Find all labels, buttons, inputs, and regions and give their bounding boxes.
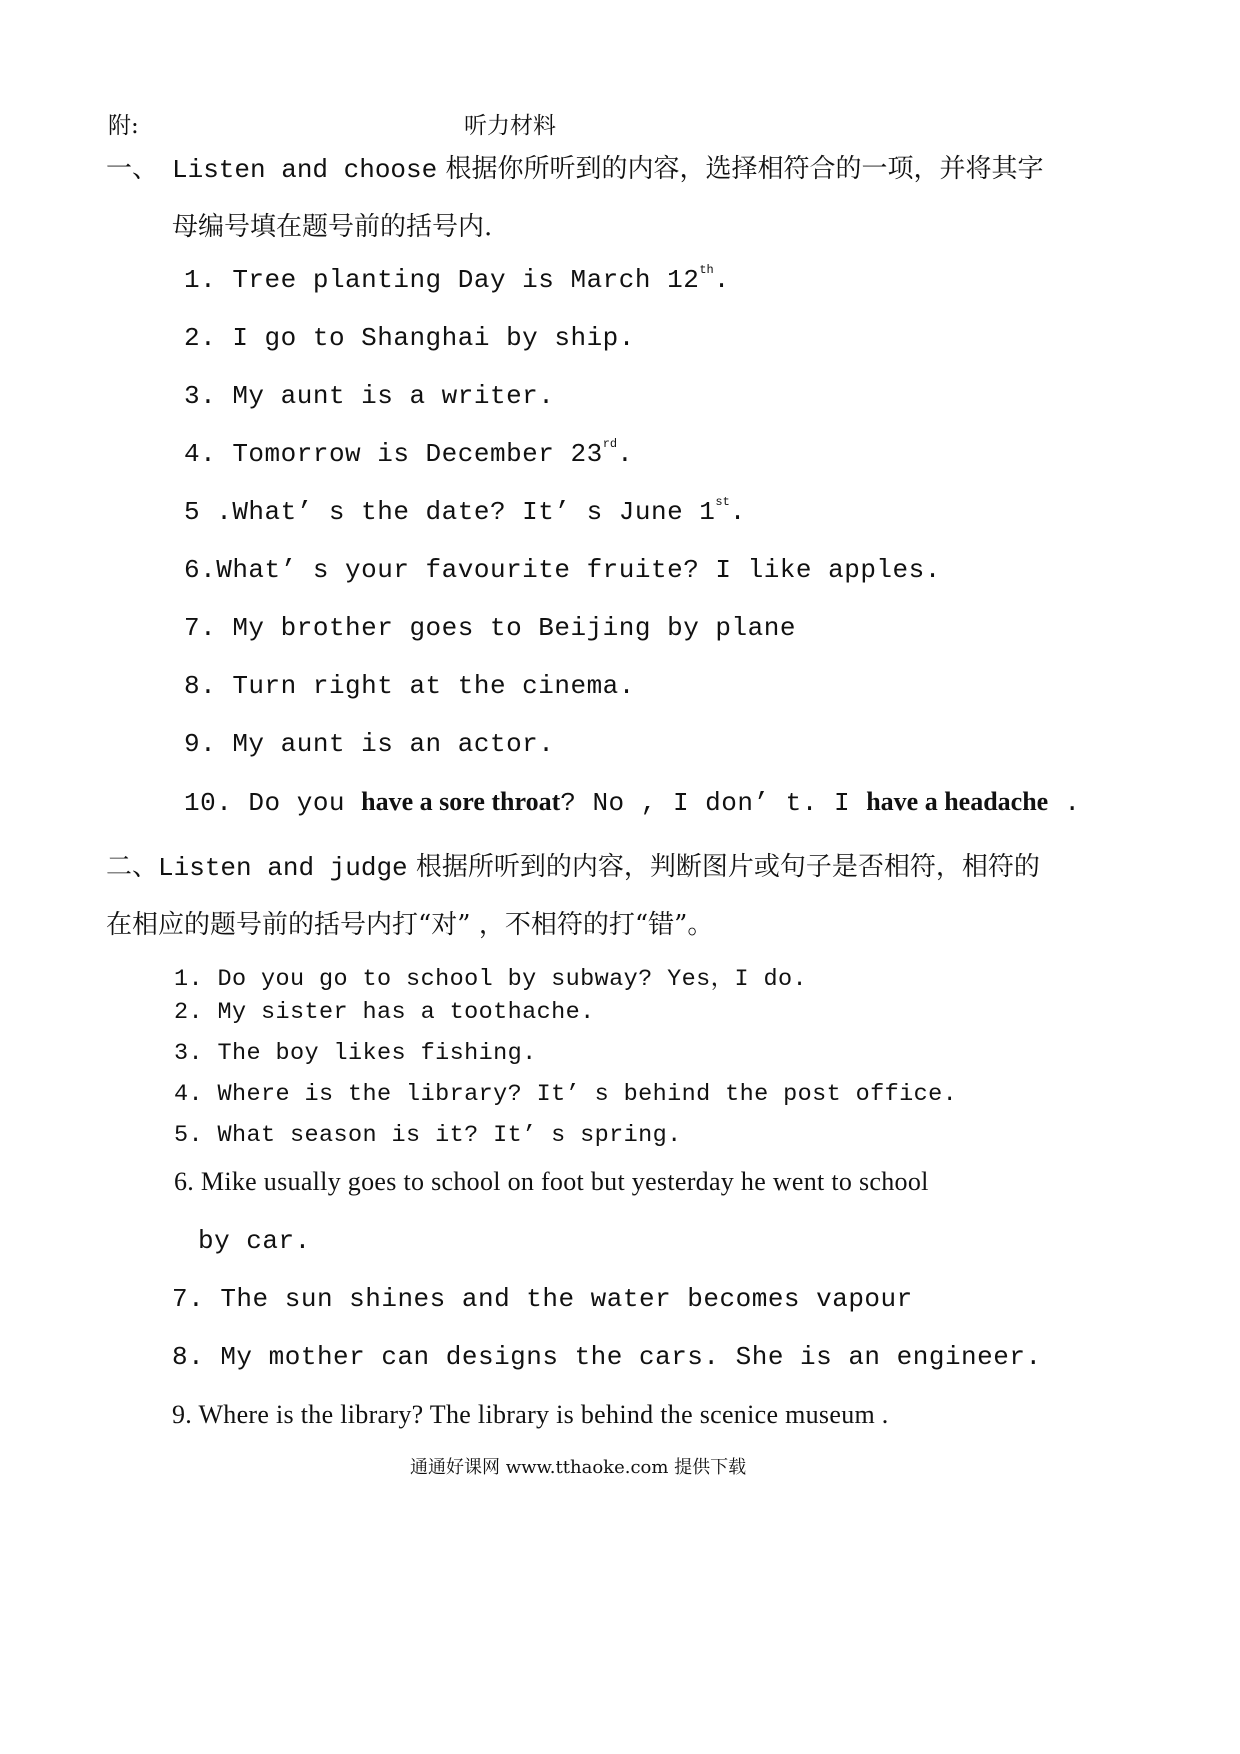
s2-item-1 — [174, 958, 807, 993]
s2-item-number: 4. — [174, 1081, 204, 1108]
s2-item-text: My sister has a toothache. — [217, 999, 595, 1026]
s2-item-number: 3. — [174, 1040, 204, 1067]
s1-item-tail: . — [729, 497, 746, 527]
s2-item-7 — [172, 1284, 913, 1314]
s1-item-number: 4. — [184, 439, 217, 469]
s1-item-7 — [184, 613, 796, 643]
s2-item-text: Where is the library? The library is behind the scenice museum . — [198, 1400, 889, 1429]
s1-item-text: My aunt is a writer. — [232, 381, 555, 411]
s1-item-number: 2. — [184, 323, 217, 353]
section2-heading-line2: 在相应的题号前的括号内打“对” ，不相符的打“错”。 — [106, 910, 714, 940]
appendix-label: 附: — [108, 113, 139, 139]
s1-item-text: My aunt is an actor. — [232, 729, 555, 759]
s1-item-text: Do you — [248, 788, 346, 818]
s1-item-number: 1. — [184, 265, 217, 295]
section1-heading-en: Listen and choose — [172, 155, 438, 185]
s1-item-2 — [184, 323, 635, 353]
section2-heading-cn: 根据所听到的内容，判断图片或句子是否相符，相符的 — [415, 852, 1040, 882]
ordinal-suffix: th — [699, 263, 714, 277]
section2-marker: 二、 — [106, 852, 159, 882]
s2-item-2 — [174, 999, 595, 1026]
s2-item-text: The sun shines and the water becomes vapour — [220, 1284, 913, 1314]
s1-item-number: 8. — [184, 671, 217, 701]
s1-item-text: What’ s your favourite fruite? I like apples. — [216, 555, 941, 585]
s2-item-4 — [174, 1081, 957, 1108]
ordinal-suffix: rd — [602, 437, 618, 451]
s1-item-text: I go to Shanghai by ship. — [232, 323, 635, 353]
s1-item-8 — [184, 671, 635, 701]
s2-item-text: The boy likes fishing. — [217, 1040, 537, 1067]
s1-item-bold-phrase: have a sore throat — [361, 787, 561, 816]
s1-item-number: 3. — [184, 381, 217, 411]
s2-item-number: 8. — [172, 1342, 205, 1372]
s2-item-9 — [172, 1400, 889, 1430]
s1-item-text: ? No , I don’ t. I — [560, 788, 851, 818]
section2-heading-en: Listen and judge — [158, 853, 408, 883]
s1-item-tail: . — [713, 265, 730, 295]
s1-item-text: Tree planting Day is March 12 — [232, 265, 700, 295]
s1-item-4 — [184, 439, 633, 469]
s1-item-tail: . — [617, 439, 634, 469]
s2-item-5 — [174, 1122, 682, 1149]
section1-marker: 一、 — [106, 154, 159, 184]
s1-item-10 — [184, 787, 1080, 818]
s1-item-text: Tomorrow is December 23 — [232, 439, 603, 469]
s1-item-number: 6. — [184, 555, 217, 585]
s2-item-number: 6. — [174, 1167, 195, 1196]
s2-item-text: Mike usually goes to school on foot but yesterday he went to school — [200, 1167, 929, 1196]
s1-item-1 — [184, 265, 730, 295]
s2-item-6-continuation: by car. — [198, 1226, 311, 1256]
s2-item-number: 1. — [174, 966, 204, 993]
footer-credit: 通通好课网 www.tthaoke.com 提供下载 — [410, 1457, 747, 1478]
s1-item-3 — [184, 381, 554, 411]
s2-item-text: What season is it? It’ s spring. — [217, 1122, 682, 1149]
s1-item-9 — [184, 729, 554, 759]
s2-item-number: 7. — [172, 1284, 205, 1314]
s1-item-tail: . — [1064, 788, 1081, 818]
s1-item-text: What’ s the date? It’ s June 1 — [232, 497, 716, 527]
s1-item-number: 5 . — [184, 497, 233, 527]
s2-item-text: My mother can designs the cars. She is an engineer. — [220, 1342, 1042, 1372]
s2-item-text: Do you go to school by subway? Yes，I do. — [217, 966, 808, 993]
page-title: 听力材料 — [464, 113, 556, 139]
s2-item-3 — [174, 1040, 537, 1067]
section2-heading — [106, 846, 1040, 883]
s1-item-number: 7. — [184, 613, 217, 643]
s2-item-text: Where is the library? It’ s behind the post office. — [217, 1081, 958, 1108]
s2-item-number: 2. — [174, 999, 204, 1026]
section1-heading-cn: 根据你所听到的内容，选择相符合的一项，并将其字 — [445, 154, 1044, 184]
s1-item-bold-phrase: have a headache — [866, 787, 1049, 816]
s2-item-number: 9. — [172, 1400, 193, 1429]
ordinal-suffix: st — [715, 495, 730, 509]
s2-item-number: 5. — [174, 1122, 204, 1149]
s1-item-text: Turn right at the cinema. — [232, 671, 635, 701]
s2-item-6 — [174, 1167, 929, 1197]
s1-item-6 — [184, 555, 941, 585]
s1-item-number: 9. — [184, 729, 217, 759]
section1-heading-line2: 母编号填在题号前的括号内. — [172, 212, 493, 242]
s2-item-8 — [172, 1342, 1042, 1372]
section1-heading — [172, 148, 1044, 185]
s1-item-text: My brother goes to Beijing by plane — [232, 613, 796, 643]
s1-item-number: 10. — [184, 788, 233, 818]
s1-item-5 — [184, 497, 746, 527]
